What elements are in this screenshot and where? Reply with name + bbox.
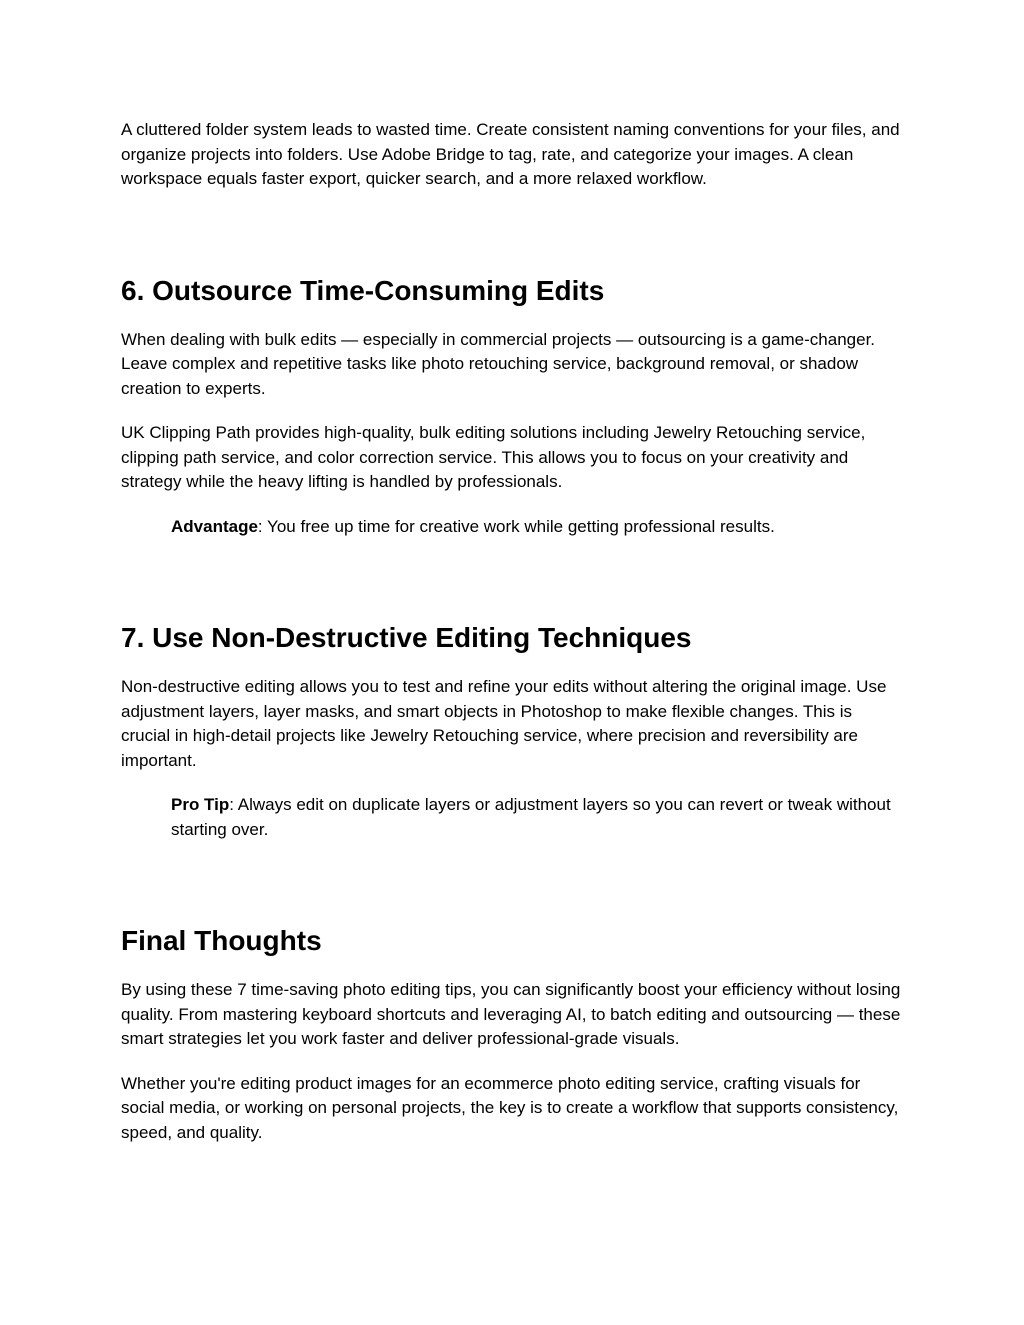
document-page	[121, 118, 901, 1145]
section-6-paragraph-2: UK Clipping Path provides high-quality, bulk editing solutions including Jewelry Retouching service, clipping path service, and color correction service. This allows you to focus on your creativity and strategy while the heavy lifting is handled by professionals.	[121, 423, 866, 491]
section-6-heading: 6. Outsource Time-Consuming Edits	[121, 274, 605, 306]
section-6-paragraph-1: When dealing with bulk edits — especially in commercial projects — outsourcing is a game-changer. Leave complex and repetitive tasks like photo retouching service, background removal, or shadow creation to experts.	[121, 329, 876, 398]
final-paragraph-1: By using these 7 time-saving photo editing tips, you can significantly boost your efficiency without losing quality. From mastering keyboard shortcuts and leveraging AI, to batch editing and outsourcing — these smart strategies let you work faster and deliver professional-grade visuals.	[121, 980, 901, 1048]
section-7-heading: 7. Use Non-Destructive Editing Techniques	[121, 622, 692, 653]
final-thoughts-heading: Final Thoughts	[121, 925, 322, 956]
pro-tip-note	[121, 793, 901, 842]
pro-tip-text: : Always edit on duplicate layers or adjustment layers so you can revert or tweak without starting over.	[171, 795, 891, 839]
intro-paragraph: A cluttered folder system leads to wasted time. Create consistent naming conventions for your files, and organize projects into folders. Use Adobe Bridge to tag, rate, and categorize your images. A clean workspace equals faster export, quicker search, and a more relaxed workflow.	[121, 120, 900, 188]
advantage-text: : You free up time for creative work while getting professional results.	[257, 516, 775, 536]
advantage-note	[121, 515, 901, 540]
final-paragraph-2: Whether you're editing product images for an ecommerce photo editing service, crafting visuals for social media, or working on personal projects, the key is to create a workflow that supports consistency, speed, and quality.	[121, 1073, 899, 1142]
pro-tip-label: Pro Tip	[171, 795, 230, 814]
advantage-label: Advantage	[171, 516, 258, 536]
section-7-paragraph: Non-destructive editing allows you to test and refine your edits without altering the original image. Use adjustment layers, layer masks, and smart objects in Photoshop to make flexible changes. This is crucial in high-detail projects like Jewelry Retouching service, where precision and reversibility are important.	[121, 677, 887, 770]
